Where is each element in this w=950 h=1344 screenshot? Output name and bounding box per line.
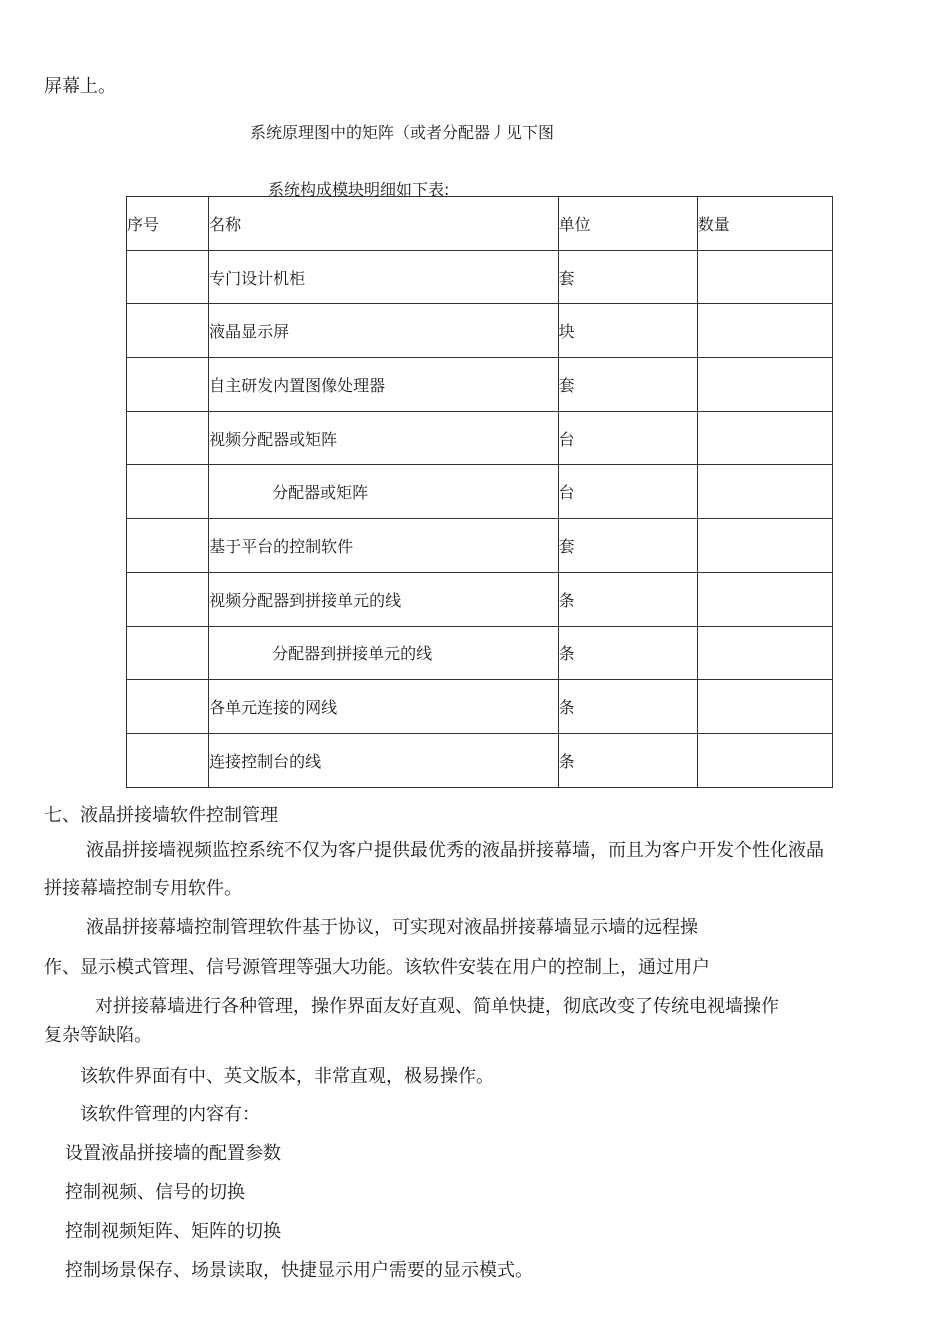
- section-heading: 七、液晶拼接墙软件控制管理: [44, 805, 278, 826]
- cell-qty: [697, 519, 832, 573]
- header-no: 序号: [127, 197, 209, 251]
- table-row: [127, 733, 833, 787]
- table-caption: 系统构成模块明细如下表:: [268, 180, 450, 199]
- list-item: 控制场景保存、场景读取，快捷显示用户需要的显示模式。: [65, 1260, 533, 1281]
- para3: 该软件界面有中、英文版本，非常直观，极易操作。: [80, 1066, 494, 1087]
- cell-name: 视频分配器或矩阵: [209, 411, 558, 465]
- table-row: [127, 680, 833, 734]
- list-item: 控制视频、信号的切换: [65, 1182, 245, 1203]
- cell-unit: 套: [558, 250, 697, 304]
- para1-line1: 液晶拼接墙视频监控系统不仅为客户提供最优秀的液晶拼接幕墙，而且为客户开发个性化液晶: [86, 840, 824, 861]
- para1-line2: 拼接幕墙控制专用软件。: [44, 878, 242, 899]
- table-row: [127, 519, 833, 573]
- cell-qty: [697, 680, 832, 734]
- header-unit: 单位: [558, 197, 697, 251]
- list-item: 设置液晶拼接墙的配置参数: [65, 1143, 281, 1164]
- cell-qty: [697, 250, 832, 304]
- cell-qty: [697, 411, 832, 465]
- cell-qty: [697, 572, 832, 626]
- cell-unit: 台: [558, 465, 697, 519]
- table-row: [127, 411, 833, 465]
- cell-qty: [697, 733, 832, 787]
- para2-line3: 对拼接幕墙进行各种管理，操作界面友好直观、简单快捷，彻底改变了传统电视墙操作: [95, 996, 779, 1017]
- cell-no: [127, 250, 209, 304]
- cell-no: [127, 680, 209, 734]
- cell-name: 分配器到拼接单元的线: [209, 626, 558, 680]
- cell-unit: 条: [558, 733, 697, 787]
- cell-qty: [697, 465, 832, 519]
- para2-line2: 作、显示模式管理、信号源管理等强大功能。该软件安装在用户的控制上，通过用户: [44, 957, 710, 978]
- cell-unit: 套: [558, 358, 697, 412]
- cell-qty: [697, 626, 832, 680]
- para2-line4: 复杂等缺陷。: [44, 1025, 152, 1046]
- cell-no: [127, 733, 209, 787]
- cell-qty: [697, 304, 832, 358]
- para2-line1: 液晶拼接幕墙控制管理软件基于协议，可实现对液晶拼接幕墙显示墙的远程操: [86, 917, 698, 938]
- modules-table: [126, 196, 833, 788]
- cell-no: [127, 304, 209, 358]
- cell-name: 液晶显示屏: [209, 304, 558, 358]
- cell-name: 各单元连接的网线: [209, 680, 558, 734]
- cell-name: 自主研发内置图像处理器: [209, 358, 558, 412]
- table-row: [127, 465, 833, 519]
- table-row: [127, 572, 833, 626]
- cell-no: [127, 572, 209, 626]
- cell-no: [127, 411, 209, 465]
- cell-unit: 台: [558, 411, 697, 465]
- cell-name: 连接控制台的线: [209, 733, 558, 787]
- table-row: [127, 626, 833, 680]
- cell-unit: 条: [558, 680, 697, 734]
- table-header-row: [127, 197, 833, 251]
- cell-no: [127, 465, 209, 519]
- header-name: 名称: [209, 197, 558, 251]
- cell-no: [127, 519, 209, 573]
- header-qty: 数量: [697, 197, 832, 251]
- cell-unit: 条: [558, 626, 697, 680]
- table-row: [127, 250, 833, 304]
- cell-qty: [697, 358, 832, 412]
- cell-no: [127, 626, 209, 680]
- top-fragment-text: 屏幕上。: [44, 76, 116, 97]
- cell-no: [127, 358, 209, 412]
- diagram-caption: 系统原理图中的矩阵（或者分配器丿见下图: [250, 123, 555, 142]
- cell-unit: 块: [558, 304, 697, 358]
- cell-name: 分配器或矩阵: [209, 465, 558, 519]
- table-row: [127, 304, 833, 358]
- para4: 该软件管理的内容有：: [80, 1104, 260, 1125]
- cell-name: 专门设计机柜: [209, 250, 558, 304]
- cell-name: 视频分配器到拼接单元的线: [209, 572, 558, 626]
- table-row: [127, 358, 833, 412]
- list-item: 控制视频矩阵、矩阵的切换: [65, 1221, 281, 1242]
- cell-unit: 套: [558, 519, 697, 573]
- cell-unit: 条: [558, 572, 697, 626]
- cell-name: 基于平台的控制软件: [209, 519, 558, 573]
